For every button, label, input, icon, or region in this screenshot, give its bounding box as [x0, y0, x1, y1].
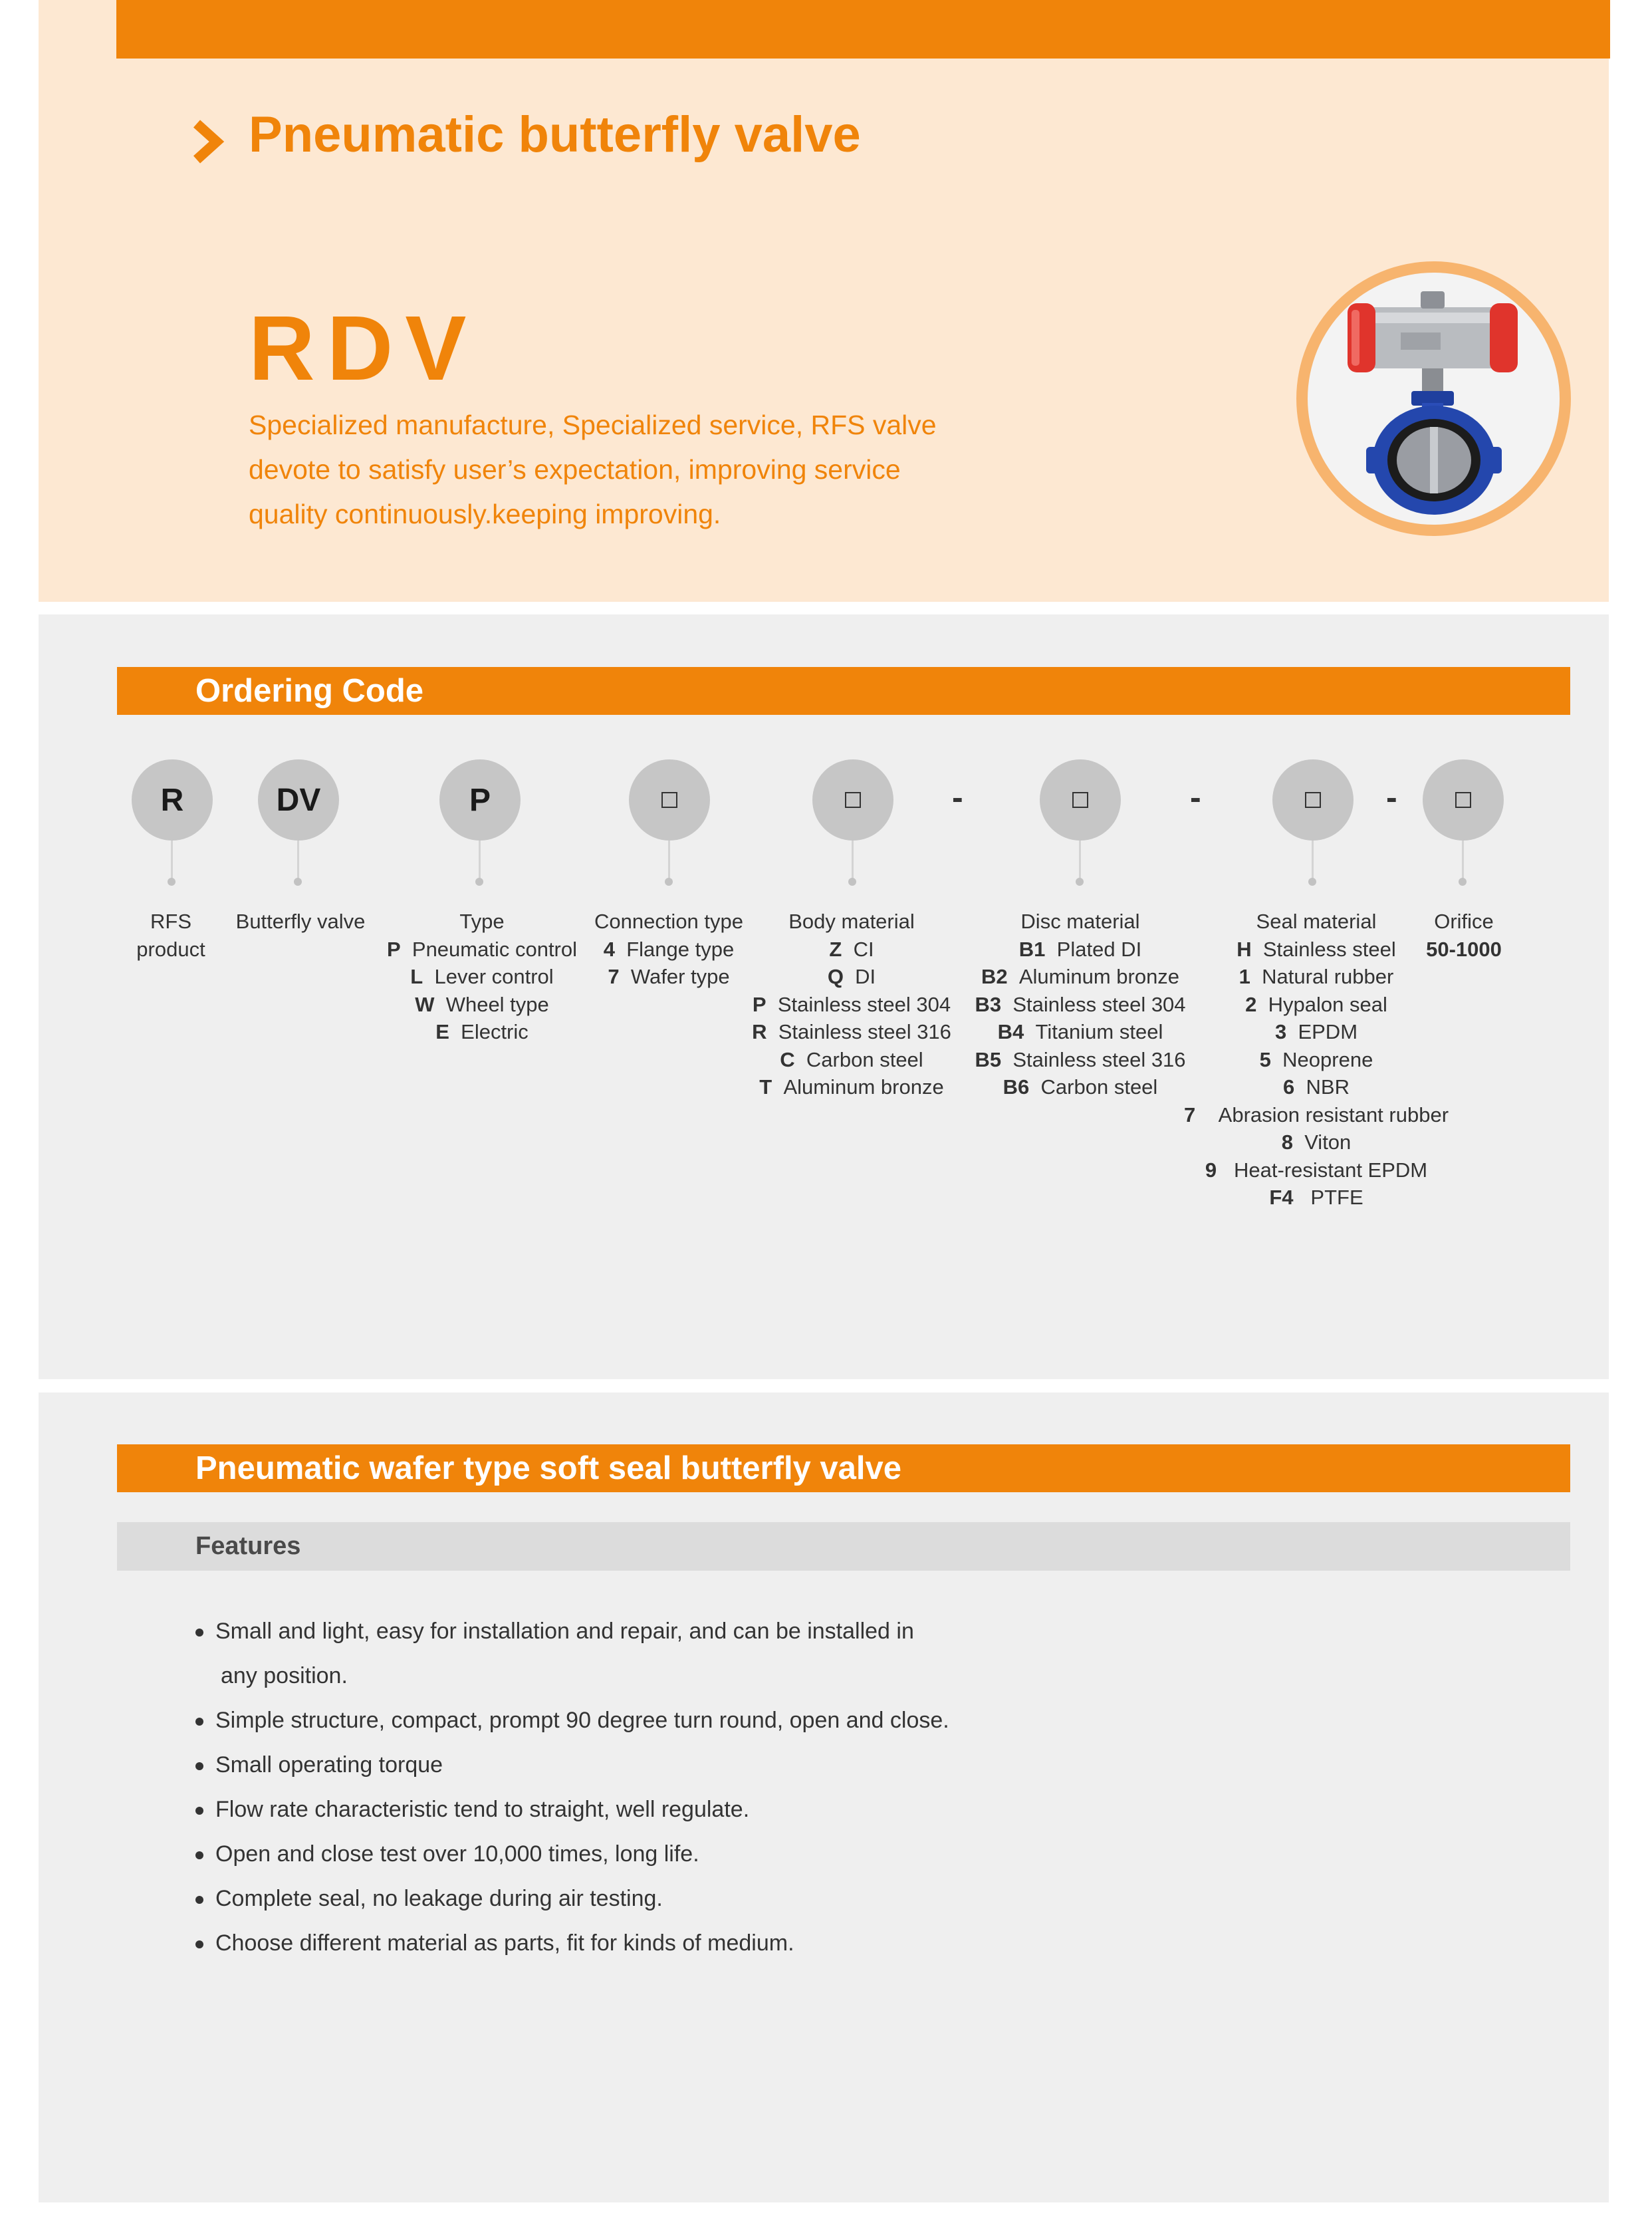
legend-label: DI	[855, 965, 876, 988]
legend-code: L	[410, 965, 423, 988]
legend-code: C	[780, 1047, 795, 1071]
legend-code: R	[752, 1020, 767, 1043]
butterfly-valve-illustration	[1308, 273, 1560, 525]
legend-row	[971, 1046, 1190, 1074]
code-cell-text: DV	[276, 782, 321, 818]
connector-line	[1079, 841, 1081, 882]
legend-row	[1183, 1156, 1449, 1184]
legend-row	[1183, 963, 1449, 991]
code-cell-r	[132, 759, 213, 841]
legend-label: Flange type	[626, 937, 735, 961]
legend-label: Abrasion resistant rubber	[1218, 1103, 1449, 1126]
blank-square-icon	[661, 792, 677, 808]
separator-dash: -	[952, 779, 963, 816]
legend-code: 7	[1183, 1103, 1196, 1126]
blank-square-icon	[1305, 792, 1321, 808]
product-title: Pneumatic wafer type soft seal butterfly valve	[195, 1450, 902, 1486]
legend-row	[751, 936, 952, 964]
connector-dot	[1308, 878, 1316, 886]
legend-row	[379, 1018, 585, 1046]
connector-dot	[475, 878, 483, 886]
legend-label: Lever control	[434, 965, 554, 988]
legend-label: Hypalon seal	[1268, 992, 1387, 1016]
feature-item: Simple structure, compact, prompt 90 degree turn round, open and close.	[193, 1698, 949, 1743]
connector-line	[668, 841, 670, 882]
legend-code: 9	[1205, 1158, 1217, 1182]
code-cell-seal	[1272, 759, 1354, 841]
legend-orifice	[1423, 908, 1505, 963]
slogan-line: Specialized manufacture, Specialized service, RFS valve	[249, 410, 937, 440]
model-code: RDV	[249, 297, 479, 400]
legend-code: 7	[608, 965, 620, 988]
features-list	[193, 1609, 949, 1966]
legend-label: Stainless steel 304	[1012, 992, 1186, 1016]
connector-line	[1462, 841, 1464, 882]
legend-row	[1183, 1018, 1449, 1046]
legend-row	[1183, 936, 1449, 964]
legend-row	[588, 936, 750, 964]
product-header	[117, 1444, 1570, 1492]
legend-code: B3	[975, 992, 1002, 1016]
connector-line	[852, 841, 854, 882]
legend-code: E	[435, 1020, 449, 1043]
legend-code: H	[1237, 937, 1252, 961]
blank-square-icon	[1072, 792, 1088, 808]
code-cell-orifice	[1423, 759, 1504, 841]
legend-row	[588, 963, 750, 991]
legend-header: Seal material	[1256, 910, 1377, 933]
legend-header: Connection type	[594, 910, 744, 933]
legend-code: P	[752, 992, 767, 1016]
legend-code: T	[759, 1075, 772, 1099]
top-accent-bar	[116, 0, 1610, 59]
legend-label: Viton	[1304, 1130, 1352, 1154]
code-cell-body	[812, 759, 893, 841]
legend-label: Titanium steel	[1035, 1020, 1163, 1043]
legend-label: Stainless steel 316	[1012, 1047, 1186, 1071]
slogan-line: quality continuously.keeping improving.	[249, 499, 721, 529]
legend-code: 4	[603, 937, 615, 961]
connector-dot	[665, 878, 673, 886]
connector-line	[297, 841, 299, 882]
legend-connection	[588, 908, 750, 991]
legend-row	[751, 1018, 952, 1046]
legend-seal	[1183, 908, 1449, 1212]
legend-code: 8	[1281, 1130, 1293, 1154]
legend-row	[1183, 1101, 1449, 1129]
blank-square-icon	[845, 792, 861, 808]
legend-header: Type	[459, 910, 505, 933]
connector-line	[1312, 841, 1314, 882]
legend-row	[1183, 991, 1449, 1019]
legend-header: Disc material	[1020, 910, 1140, 933]
feature-item: Complete seal, no leakage during air testing.	[193, 1877, 949, 1921]
legend-label: Neoprene	[1282, 1047, 1373, 1071]
legend-row	[379, 936, 585, 964]
legend-row	[971, 991, 1190, 1019]
legend-code: B4	[997, 1020, 1024, 1043]
feature-item: Small and light, easy for installation and repair, and can be installed in	[193, 1609, 949, 1654]
legend-row	[379, 963, 585, 991]
legend-code: B1	[1018, 937, 1046, 961]
separator-dash: -	[1386, 779, 1397, 816]
slogan-line: devote to satisfy user’s expectation, improving service	[249, 454, 901, 485]
legend-label: NBR	[1306, 1075, 1350, 1099]
legend-row	[751, 991, 952, 1019]
legend-row	[1183, 1046, 1449, 1074]
connector-line	[171, 841, 173, 882]
legend-row	[971, 963, 1190, 991]
legend-label: Wafer type	[630, 965, 730, 988]
legend-rfs	[118, 908, 224, 963]
legend-label: Plated DI	[1056, 937, 1142, 961]
legend-row	[1183, 1073, 1449, 1101]
legend-code: 50-1000	[1426, 937, 1502, 961]
legend-code: 1	[1239, 965, 1250, 988]
legend-code: 3	[1274, 1020, 1287, 1043]
legend-code: P	[386, 937, 401, 961]
legend-label: Electric	[461, 1020, 529, 1043]
feature-item: Choose different material as parts, fit for kinds of medium.	[193, 1921, 949, 1966]
legend-code: 2	[1245, 992, 1257, 1016]
code-cell-text: R	[160, 782, 184, 818]
legend-label: Stainless steel 304	[777, 992, 951, 1016]
legend-text: Butterfly valve	[235, 910, 366, 933]
blank-square-icon	[1455, 792, 1471, 808]
slogan	[249, 403, 1046, 537]
legend-butterfly	[224, 908, 377, 936]
legend-code: B6	[1003, 1075, 1030, 1099]
legend-label: Carbon steel	[806, 1047, 923, 1071]
legend-label: Carbon steel	[1040, 1075, 1158, 1099]
legend-label: Heat-resistant EPDM	[1233, 1158, 1428, 1182]
chevron-right-icon	[190, 118, 225, 165]
legend-label: Natural rubber	[1262, 965, 1394, 988]
legend-text: product	[136, 937, 205, 961]
legend-label: Stainless steel 316	[778, 1020, 951, 1043]
legend-code: B2	[981, 965, 1008, 988]
legend-code: 6	[1283, 1075, 1295, 1099]
legend-row	[1183, 1128, 1449, 1156]
legend-row	[1183, 1184, 1449, 1212]
ordering-code-title: Ordering Code	[195, 673, 424, 709]
code-cell-dv	[258, 759, 339, 841]
legend-row	[751, 963, 952, 991]
features-header	[117, 1522, 1570, 1571]
legend-disc	[971, 908, 1190, 1101]
code-cell-text: P	[469, 782, 491, 818]
legend-label: PTFE	[1310, 1186, 1363, 1209]
features-title: Features	[195, 1532, 301, 1560]
code-cell-connection	[629, 759, 710, 841]
separator-dash: -	[1190, 779, 1201, 816]
code-cell-disc	[1040, 759, 1121, 841]
connector-dot	[848, 878, 856, 886]
legend-code: 5	[1259, 1047, 1271, 1071]
feature-item: Small operating torque	[193, 1743, 949, 1787]
legend-header: Orifice	[1434, 910, 1494, 933]
feature-item: Flow rate characteristic tend to straight, well regulate.	[193, 1787, 949, 1832]
page-title: Pneumatic butterfly valve	[249, 106, 861, 163]
legend-row	[751, 1046, 952, 1074]
legend-label: Pneumatic control	[412, 937, 578, 961]
connector-dot	[294, 878, 302, 886]
feature-item-continued: any position.	[221, 1663, 348, 1688]
code-cell-type	[439, 759, 521, 841]
connector-dot	[1459, 878, 1467, 886]
legend-row	[971, 1073, 1190, 1101]
ordering-code-header	[117, 667, 1570, 715]
legend-row	[379, 991, 585, 1019]
legend-label: EPDM	[1298, 1020, 1358, 1043]
legend-code: F4	[1269, 1186, 1294, 1209]
legend-code: W	[415, 992, 435, 1016]
legend-code: Q	[827, 965, 844, 988]
product-photo	[1308, 273, 1560, 525]
legend-header: Body material	[788, 910, 915, 933]
connector-line	[479, 841, 481, 882]
legend-label: Aluminum bronze	[783, 1075, 944, 1099]
legend-label: Stainless steel	[1262, 937, 1396, 961]
legend-row	[971, 936, 1190, 964]
legend-label: CI	[853, 937, 874, 961]
legend-row	[751, 1073, 952, 1101]
connector-dot	[168, 878, 176, 886]
legend-code: B5	[975, 1047, 1002, 1071]
feature-item: Open and close test over 10,000 times, long life.	[193, 1832, 949, 1877]
legend-code: Z	[829, 937, 842, 961]
legend-type	[379, 908, 585, 1046]
legend-body	[751, 908, 952, 1101]
legend-text: RFS	[150, 910, 191, 933]
legend-row	[1423, 936, 1505, 964]
connector-dot	[1076, 878, 1084, 886]
legend-row	[971, 1018, 1190, 1046]
legend-label: Aluminum bronze	[1018, 965, 1180, 988]
legend-label: Wheel type	[445, 992, 549, 1016]
